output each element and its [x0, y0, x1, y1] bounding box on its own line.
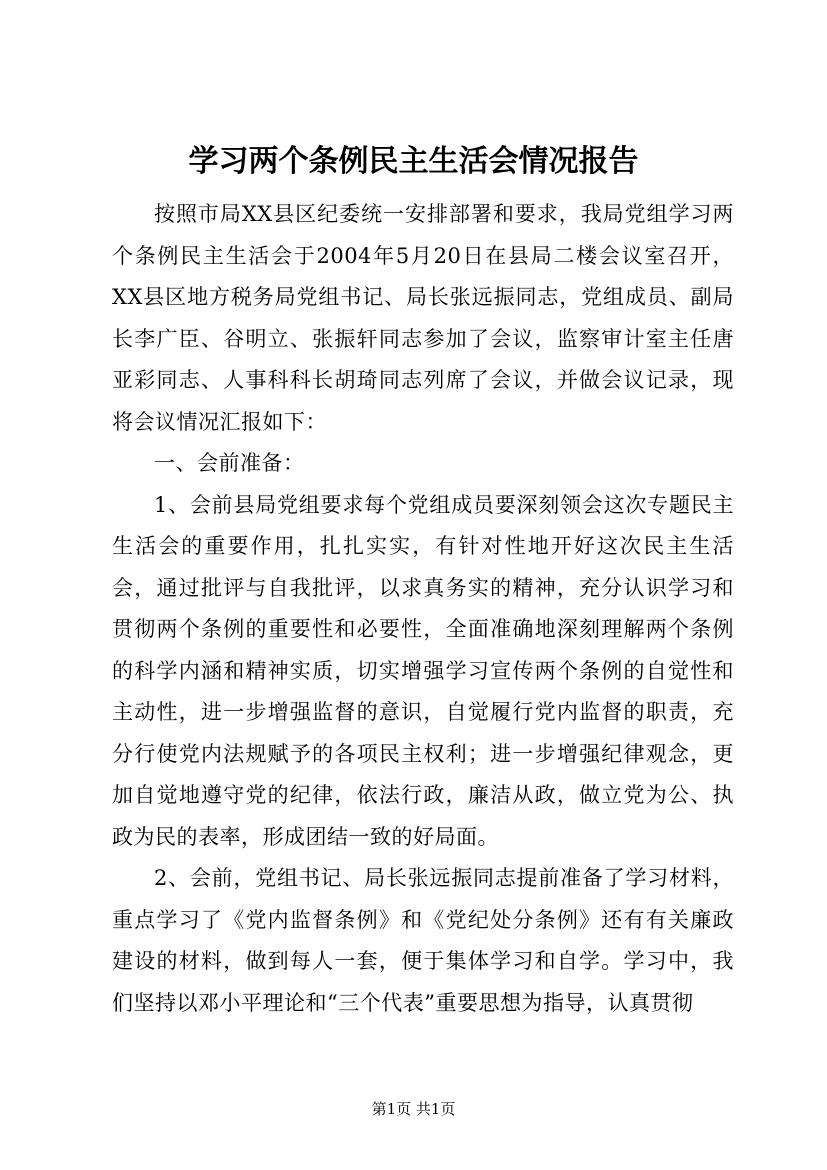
document-body — [112, 194, 734, 1024]
paragraph-intro: 按照市局XX县区纪委统一安排部署和要求，我局党组学习两个条例民主生活会于2004年5月20日在县局二楼会议室召开，XX县区地方税务局党组书记、局长张远振同志，党组成员、副局长李广臣、谷明立、张振轩同志参加了会议，监察审计室主任唐亚彩同志、人事科科长胡琦同志列席了会议，并做会议记录，现将会议情况汇报如下： — [112, 202, 734, 434]
paragraph-item-1: 1、会前县局党组要求每个党组成员要深刻领会这次专题民主生活会的重要作用，扎扎实实，有针对性地开好这次民主生活会，通过批评与自我批评，以求真务实的精神，充分认识学习和贯彻两个条例的重要性和必要性，全面准确地深刻理解两个条例的科学内涵和精神实质，切实增强学习宣传两个条例的自觉性和主动性，进一步增强监督的意识，自觉履行党内监督的职责，充分行使党内法规赋予的各项民主权利；进一步增强纪律观念，更加自觉地遵守党的纪律，依法行政，廉洁从政，做立党为公、执政为民的表率，形成团结一致的好局面。 — [112, 492, 734, 849]
section-heading-preparation: 一、会前准备： — [154, 451, 305, 475]
paragraph-item-2: 2、会前，党组书记、局长张远振同志提前准备了学习材料，重点学习了《党内监督条例》和《党纪处分条例》还有有关廉政建设的材料，做到每人一套，便于集体学习和自学。学习中，我们坚持以邓小平理论和“三个代表”重要思想为指导，认真贯彻 — [112, 866, 734, 1015]
page-number-footer: 第1页 共1页 — [371, 1100, 456, 1118]
document-title: 学习两个条例民主生活会情况报告 — [188, 144, 639, 179]
